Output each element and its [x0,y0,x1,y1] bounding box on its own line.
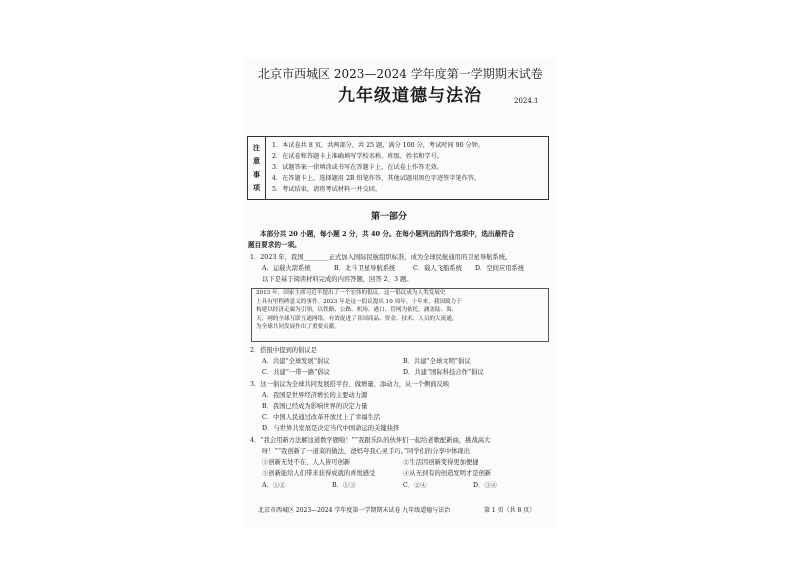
exam-date: 2024.1 [514,97,539,105]
question-1-option-b: B．北斗卫星导航系统 [334,265,396,272]
passage-line: 2013 年，国家主席习近平提出了一个宏伟的倡议，这一倡议成为人类发展史 [256,290,446,296]
part-one-intro: 本部分共 20 小题，每小题 2 分，共 40 分。在每小题列出的四个选项中，选出最符合 [260,230,515,238]
question-4-option-a: A．①② [262,482,286,489]
question-4-option-d: D．③④ [473,482,497,489]
exam-title: 北京市西城区 2023—2024 学年度第一学期期末试卷 [258,67,543,81]
question-3-stem: 3．这一倡议为全球共同发展搭平台、做增量、添动力，从一个侧面反映 [250,381,450,388]
question-4-choice-3: ③创新能给人们带来获得成就的喜悦感受 [262,470,376,477]
question-3-option-c: C．中国人民通过改革开放过上了幸福生活 [262,414,381,421]
question-2-option-d: D．共建“国际科技合作”倡议 [403,369,484,376]
part-one-title: 第一部分 [371,212,408,222]
passage-line: 上具有里程碑意义的事件。2023 年是这一倡议提出 10 周年。十年来，我国致力于 [256,298,462,305]
subject-title: 九年级道德与法治 [338,86,482,106]
notice-item: 3．试题答案一律填涂或书写在答题卡上，在试卷上作答无效。 [272,164,443,171]
question-4-choice-4: ④从无到有的创造发明才是创新 [403,470,492,477]
notice-label-char: 注 [253,142,260,152]
reading-passage [251,288,549,342]
question-4-stem-cont: 呀！”“我创新了一道菜的做法，爸妈夸我心灵手巧。”同学们的分享中体现出 [262,448,471,455]
question-2-option-a: A．共建“全球发展”倡议 [262,358,330,365]
notice-item: 5．考试结束，请将考试材料一并交回。 [272,186,382,193]
notice-item: 1．本试卷共 8 页，共两部分，共 25 题，满分 100 分，考试时间 90 分钟。 [272,142,485,149]
passage-line: 天、网的全球互联互通网络，有效促进了各国商品、资金、技术、人员的大流通， [256,315,458,322]
notice-box [247,136,549,200]
question-3-option-d: D．与世界共发展是决定当代中国命运的关键抉择 [262,425,400,432]
notice-label-char: 项 [253,183,260,193]
notice-label-char: 意 [253,156,260,166]
page-footer: 北京市西城区 2023—2024 学年度第一学期期末试卷 九年级道德与法治 [258,507,451,514]
question-3-option-a: A．我国是世界经济增长的主要动力源 [262,392,368,399]
question-1-option-d: D．空间应用系统 [475,265,525,272]
notice-label-char: 事 [253,169,260,179]
passage-line: 构建以经济走廊为引领，以铁路、公路、机场、港口、管网为依托，涵盖陆、海、 [256,307,458,313]
question-1-option-c: C．载人飞船系统 [413,265,462,272]
question-4-choice-2: ②生活因创新变得更加便捷 [403,459,479,466]
question-4-option-c: C．②④ [403,482,427,489]
notice-items [272,140,546,195]
question-1-stem: 1．2023 年，我国________正式加入国际民航组织标准，成为全球民航通用的卫星导航系统。 [250,254,512,261]
passage-line: 为全球共同发展作出了重要贡献。 [256,324,340,330]
page-number: 第 1 页（共 8 页） [484,507,536,514]
question-1-option-a: A．运载火箭系统 [262,265,311,272]
reading-note: 以下是基于阅读材料完成的内容答题，回答 2、3 题。 [262,276,413,283]
notice-item: 4．在答题卡上，选择题用 2B 铅笔作答，其他试题用黑色字迹签字笔作答。 [272,175,481,182]
question-4-choice-1: ①创新无处不在，人人皆可创新 [262,459,351,466]
question-4-stem: 4．“我会用新方法解这道数学题啦！”“我跟乐队的伙伴们一起给老歌配新曲，挑战高大 [250,437,491,444]
question-2-stem: 2．搭报中提到的倡议是 [250,347,317,354]
question-3-option-b: B．我国已经成为影响世界的决定力量 [262,403,368,410]
question-2-option-b: B．共建“全球文明”倡议 [403,358,471,365]
part-one-intro-cont: 题目要求的一项。 [248,241,301,249]
notice-item: 2．在试卷和答题卡上准确填写学校名称、班级、姓名和学号。 [272,153,443,160]
question-4-option-b: B．①③ [332,482,356,489]
notice-label [248,137,266,199]
question-2-option-c: C．共建“一带一路”倡议 [262,369,330,376]
